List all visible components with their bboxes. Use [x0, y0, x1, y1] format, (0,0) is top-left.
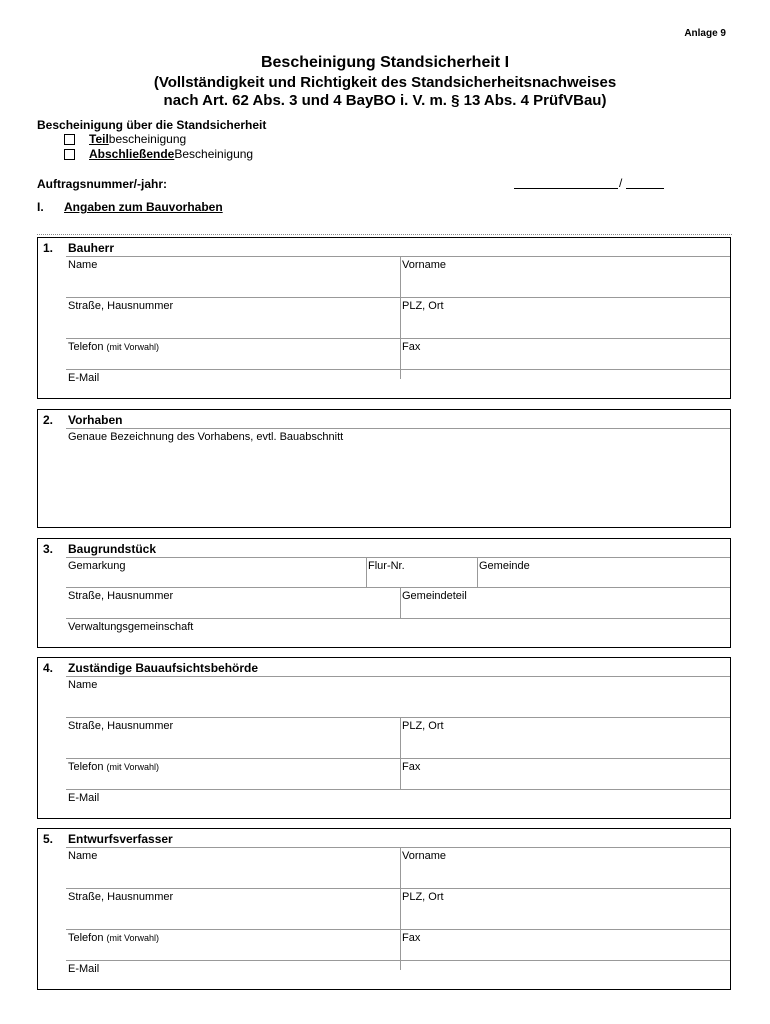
field-label: Name: [68, 679, 98, 691]
field-hint: (mit Vorwahl): [106, 342, 160, 352]
field-bauherr-fax[interactable]: [400, 338, 730, 369]
box-entwurfsverfasser: [37, 828, 731, 990]
option-bold-text: Abschließende: [89, 147, 175, 161]
order-separator: /: [619, 176, 623, 190]
field-entwurf-strasse[interactable]: [66, 888, 400, 929]
field-label: Verwaltungsgemeinschaft: [68, 621, 194, 633]
field-label: Fax: [402, 932, 421, 944]
field-gemeindeteil[interactable]: [400, 587, 730, 618]
order-year-field[interactable]: [626, 188, 664, 189]
form-subtitle-line1: (Vollständigkeit und Richtigkeit des Standsicherheitsnachweises: [153, 74, 617, 91]
field-entwurf-vorname[interactable]: [400, 847, 730, 888]
field-label: Genaue Bezeichnung des Vorhabens, evtl. Bauabschnitt: [68, 431, 344, 443]
box-number: 4.: [43, 661, 54, 675]
option-bold-text: Teil: [89, 132, 109, 146]
field-bauherr-strasse[interactable]: [66, 297, 400, 338]
box-vorhaben: [37, 409, 731, 528]
field-behoerde-email[interactable]: [66, 789, 730, 818]
field-label: Gemeinde: [479, 560, 530, 572]
box-number: 3.: [43, 542, 54, 556]
certificate-heading: Bescheinigung über die Standsicherheit: [37, 118, 267, 132]
form-title: Bescheinigung Standsicherheit I: [260, 54, 510, 71]
box-bauaufsichtsbehoerde: [37, 657, 731, 819]
field-label: Flur-Nr.: [368, 560, 405, 572]
field-label: Fax: [402, 341, 421, 353]
field-verwaltungsgemeinschaft[interactable]: [66, 618, 730, 647]
field-label: Vorname: [402, 259, 447, 271]
box-title: Baugrundstück: [68, 542, 157, 556]
box-number: 2.: [43, 413, 54, 427]
option-abschliessende[interactable]: [64, 147, 253, 161]
field-bauherr-plz[interactable]: [400, 297, 730, 338]
field-label: Telefon: [68, 341, 104, 353]
box-title: Zuständige Bauaufsichtsbehörde: [68, 661, 259, 675]
form-subtitle-line2: nach Art. 62 Abs. 3 und 4 BayBO i. V. m. § 13 Abs. 4 PrüfVBau): [163, 92, 607, 109]
field-gemeinde[interactable]: [477, 557, 730, 587]
field-bauherr-name[interactable]: [66, 256, 400, 297]
field-behoerde-telefon[interactable]: [66, 758, 400, 789]
field-label: PLZ, Ort: [402, 300, 444, 312]
option-teilbescheinigung[interactable]: [64, 132, 186, 146]
field-flur-nr[interactable]: [366, 557, 477, 587]
field-label: E-Mail: [68, 372, 100, 384]
field-label: Straße, Hausnummer: [68, 590, 174, 602]
field-behoerde-plz[interactable]: [400, 717, 730, 758]
section-number: I.: [37, 200, 44, 214]
box-title: Vorhaben: [68, 413, 123, 427]
field-label: Gemeindeteil: [402, 590, 467, 602]
field-label: PLZ, Ort: [402, 720, 444, 732]
field-entwurf-name[interactable]: [66, 847, 400, 888]
order-number-label: Auftragsnummer/-jahr:: [37, 177, 168, 191]
section-title: Angaben zum Bauvorhaben: [64, 200, 223, 214]
field-entwurf-telefon[interactable]: [66, 929, 400, 960]
box-bauherr: [37, 237, 731, 399]
field-gemarkung[interactable]: [66, 557, 366, 587]
checkbox-teilbescheinigung[interactable]: [64, 134, 75, 145]
field-label: Straße, Hausnummer: [68, 720, 174, 732]
box-title: Bauherr: [68, 241, 115, 255]
divider: [37, 234, 732, 235]
field-behoerde-name[interactable]: [66, 676, 730, 717]
field-label: Fax: [402, 761, 421, 773]
field-vorhaben-beschreibung[interactable]: [66, 428, 730, 527]
field-bauherr-vorname[interactable]: [400, 256, 730, 297]
field-entwurf-fax[interactable]: [400, 929, 730, 960]
field-label: Telefon: [68, 932, 104, 944]
field-label: Gemarkung: [68, 560, 126, 572]
field-label: E-Mail: [68, 963, 100, 975]
box-baugrundstueck: [37, 538, 731, 648]
field-bauherr-email[interactable]: [66, 369, 730, 398]
field-entwurf-plz[interactable]: [400, 888, 730, 929]
field-hint: (mit Vorwahl): [106, 762, 160, 772]
field-label: Straße, Hausnummer: [68, 300, 174, 312]
field-behoerde-fax[interactable]: [400, 758, 730, 789]
field-grundstueck-strasse[interactable]: [66, 587, 400, 618]
option-rest-text: Bescheinigung: [174, 147, 254, 161]
field-label: Straße, Hausnummer: [68, 891, 174, 903]
field-behoerde-strasse[interactable]: [66, 717, 400, 758]
field-label: E-Mail: [68, 792, 100, 804]
field-bauherr-telefon[interactable]: [66, 338, 400, 369]
field-label: Vorname: [402, 850, 447, 862]
field-entwurf-email[interactable]: [66, 960, 730, 989]
field-label: PLZ, Ort: [402, 891, 444, 903]
checkbox-abschliessende[interactable]: [64, 149, 75, 160]
field-label: Name: [68, 850, 98, 862]
field-label: Telefon: [68, 761, 104, 773]
annex-label: Anlage 9: [684, 28, 726, 39]
box-number: 1.: [43, 241, 54, 255]
box-title: Entwurfsverfasser: [68, 832, 173, 846]
option-rest-text: bescheinigung: [108, 132, 187, 146]
field-hint: (mit Vorwahl): [106, 933, 160, 943]
field-label: Name: [68, 259, 98, 271]
order-number-field[interactable]: [514, 188, 618, 189]
box-number: 5.: [43, 832, 54, 846]
